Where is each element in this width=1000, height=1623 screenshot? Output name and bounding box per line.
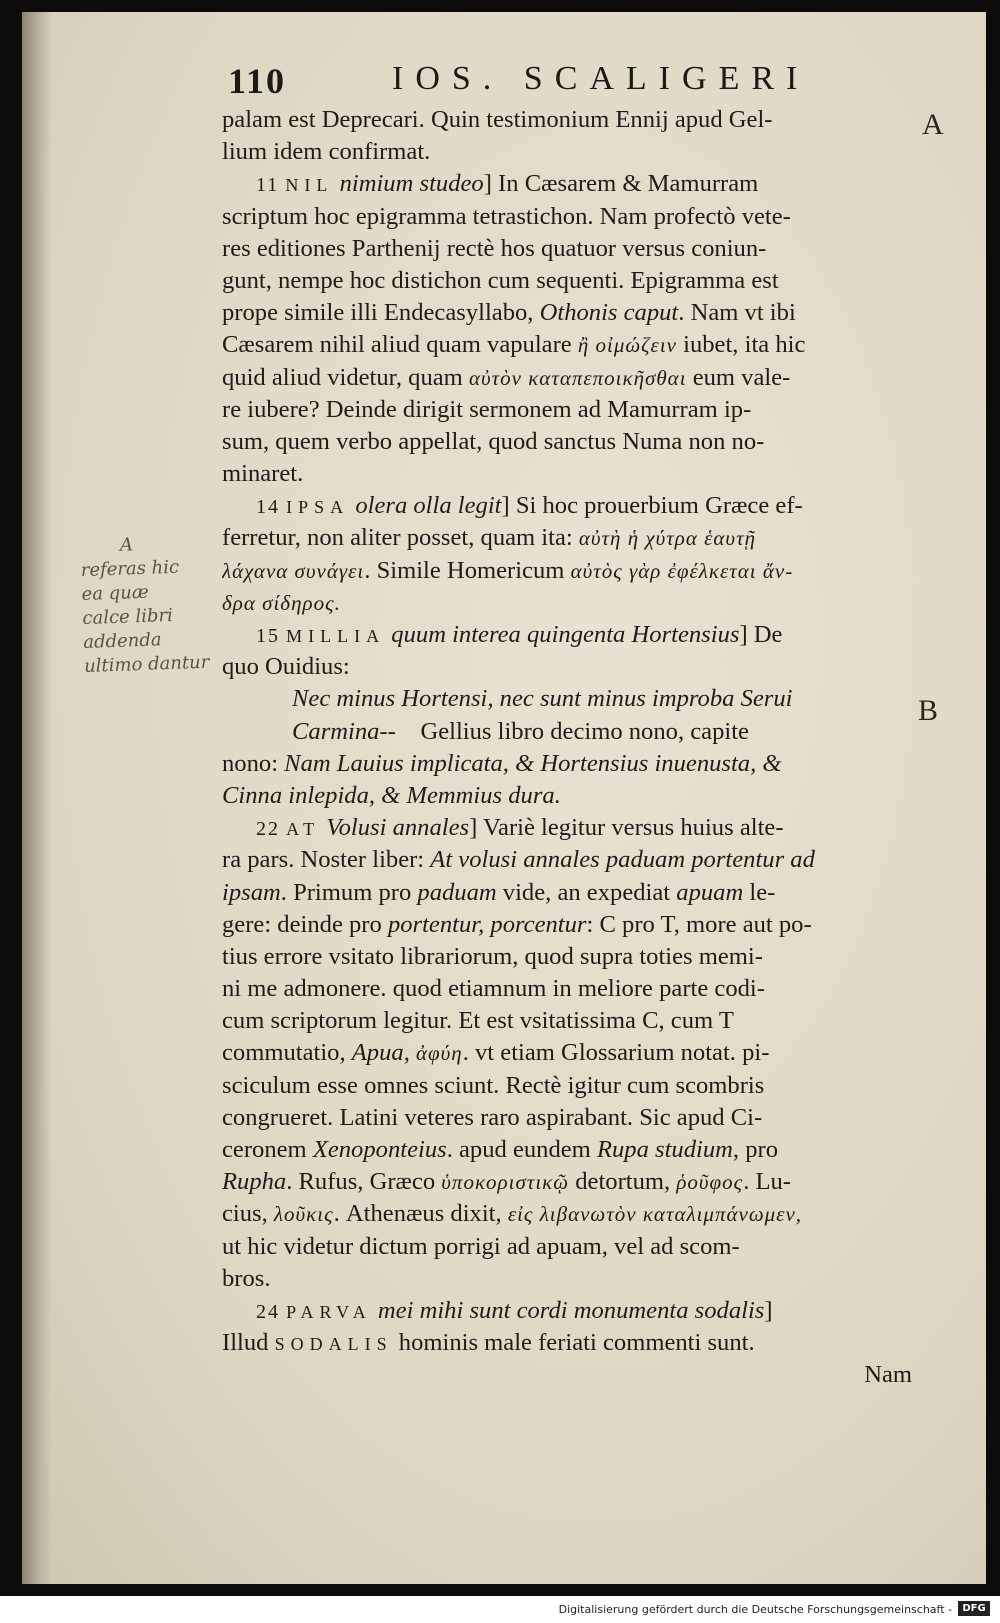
text-line: quo Ouidius:: [222, 653, 350, 681]
lemma-quote: Volusi annales: [326, 814, 470, 842]
side-letter-b: B: [918, 694, 939, 727]
greek-span: ὑποκοριστικῷ: [441, 1170, 570, 1195]
text-line: res editiones Parthenij rectè hos quatuor versus coniun-: [222, 234, 767, 262]
text-line: sciculum esse omnes sciunt. Rectè igitur cum scombris: [222, 1071, 765, 1099]
greek-span: δρα σίδηρος.: [222, 590, 341, 615]
text-line: [222, 1166, 922, 1198]
text-span: ceronem: [222, 1136, 313, 1163]
lemma-number: 24: [256, 1300, 280, 1323]
text-line: lium idem confirmat.: [222, 138, 431, 166]
lemma-rest: ] Si hoc prouerbium Græce ef-: [501, 492, 803, 520]
text-span: , pro: [732, 1136, 778, 1163]
greek-span: λάχανα συνάγει: [222, 558, 365, 583]
lemma-word: MILLIA: [286, 626, 386, 646]
catchword: Nam: [864, 1361, 912, 1389]
page-gutter-shadow: [22, 12, 52, 1584]
italic-span: ipsam: [222, 878, 281, 906]
greek-span: ἢ οἰμώζειν: [577, 333, 677, 358]
text-line: congrueret. Latini veteres raro aspirabant. Sic apud Ci-: [222, 1103, 763, 1131]
text-span: gere: deinde pro: [222, 910, 388, 938]
text-span: ,: [403, 1039, 416, 1067]
side-letter-a: A: [922, 108, 944, 141]
text-span: vide, an expediat: [496, 878, 677, 906]
digitization-footer: [0, 1596, 1000, 1623]
text-span: . Rufus, Græco: [286, 1168, 442, 1196]
lemma-word: AT: [286, 819, 321, 840]
text-span: ra pars. Noster liber:: [222, 846, 431, 874]
text-line: ut hic videtur dictum porrigi ad apuam, vel ad scom-: [222, 1232, 740, 1260]
text-span: . apud eundem: [446, 1136, 597, 1163]
lemma-number: 22: [256, 818, 280, 841]
text-span: Gellius libro decimo nono, capite: [420, 717, 749, 745]
margin-note-line: A: [119, 534, 134, 556]
text-line: gunt, nempe hoc distichon cum sequenti. Epigramma est: [222, 266, 779, 294]
margin-note-line: addenda: [82, 629, 162, 654]
greek-span: αὐτὴ ἡ χύτρα ἑαυτῇ: [578, 526, 757, 551]
text-span: Cæsarem nihil aliud quam vapulare: [222, 331, 578, 359]
text-line: [222, 1327, 922, 1359]
italic-span: Apua: [351, 1039, 404, 1067]
text-line: [222, 329, 922, 361]
text-line: [222, 877, 922, 909]
lemma-number: 14: [256, 496, 280, 519]
text-line: bros.: [222, 1264, 271, 1292]
text-span: . Primum pro: [280, 878, 418, 906]
greek-span: αὐτὸς γὰρ ἐφέλκεται ἄν-: [570, 558, 794, 583]
text-span: prope simile illi Endecasyllabo,: [222, 299, 540, 327]
italic-span: Nam Lauius implicata, & Hortensius inuenusta, &: [284, 749, 782, 777]
commentary-text: [222, 104, 922, 1392]
lemma-line: [222, 168, 922, 200]
running-head-title: IOS. SCALIGERI: [392, 60, 810, 97]
text-span: : C pro T, more aut po-: [586, 910, 812, 938]
greek-span: λοῦκις: [273, 1202, 334, 1227]
text-span: Illud: [222, 1329, 275, 1357]
italic-span: Carmina--: [292, 717, 396, 745]
lemma-line: [222, 812, 922, 844]
text-line: [222, 362, 922, 394]
text-line: Cinna inlepida, & Memmius dura.: [222, 781, 561, 809]
italic-span: Othonis caput: [539, 299, 679, 327]
text-span: cius,: [222, 1200, 274, 1228]
lemma-quote: quum interea quingenta Hortensius: [391, 621, 740, 648]
text-line: ni me admonere. quod etiamnum in meliore parte codi-: [222, 975, 765, 1003]
text-span: . Lu-: [743, 1168, 791, 1196]
text-line: tius errore vsitato librariorum, quod supra toties memi-: [222, 942, 763, 970]
greek-span: ῥοῦφος: [676, 1170, 744, 1195]
page-number: 110: [228, 61, 287, 101]
text-line: [222, 522, 922, 554]
book-page: [22, 12, 986, 1584]
lemma-line: [222, 1295, 922, 1327]
running-header: [222, 60, 962, 110]
lemma-rest: ]: [764, 1296, 773, 1324]
italic-span: portentur, porcentur: [387, 910, 587, 938]
italic-span: At volusi annales paduam portentur ad: [430, 846, 815, 874]
greek-span: αὐτὸν καταπεποικῆσθαι: [468, 365, 687, 390]
verse-line: Nec minus Hortensi, nec sunt minus improba Serui: [292, 685, 793, 713]
text-line: cum scriptorum legitur. Et est vsitatissima C, cum T: [222, 1007, 734, 1035]
text-span: ferretur, non aliter posset, quam ita:: [222, 524, 579, 552]
text-line: [222, 909, 922, 941]
lemma-rest: ] De: [739, 621, 783, 648]
smallcaps-span: SODALIS: [274, 1334, 393, 1355]
lemma-rest: ] In Cæsarem & Mamurram: [483, 170, 759, 198]
italic-span: Rupha: [222, 1168, 287, 1196]
verse-line: [222, 716, 922, 748]
text-line: sum, quem verbo appellat, quod sanctus Numa non no-: [222, 427, 765, 455]
text-line: palam est Deprecari. Quin testimonium Ennij apud Gel-: [222, 106, 773, 133]
text-span: eum vale-: [686, 363, 791, 391]
text-span: . vt etiam Glossarium notat. pi-: [462, 1039, 770, 1067]
text-span: . Simile Homericum: [364, 556, 571, 584]
lemma-quote: nimium studeo: [339, 170, 484, 198]
italic-span: Rupa studium: [596, 1136, 733, 1163]
text-span: iubet, ita hic: [676, 331, 806, 359]
text-line: [222, 1037, 922, 1069]
text-line: minaret.: [222, 460, 304, 488]
text-span: quid aliud videtur, quam: [222, 363, 469, 391]
margin-note-line: ultimo dantur: [83, 651, 210, 678]
lemma-word: IPSA: [286, 497, 350, 518]
italic-span: apuam: [676, 878, 744, 906]
text-span: hominis male feriati commenti sunt.: [392, 1329, 755, 1357]
lemma-quote: mei mihi sunt cordi monumenta sodalis: [377, 1296, 765, 1324]
lemma-number: 15: [256, 625, 280, 647]
margin-note-line: ea quæ: [81, 581, 150, 606]
lemma-line: [222, 619, 922, 651]
footer-credit: Digitalisierung gefördert durch die Deutsche Forschungsgemeinschaft -: [558, 1603, 952, 1616]
greek-span: ἀφύη: [416, 1041, 463, 1066]
text-line: [222, 844, 922, 876]
text-line: re iubere? Deinde dirigit sermonem ad Mamurram ip-: [222, 395, 752, 423]
text-span: le-: [743, 878, 776, 906]
lemma-number: 11: [256, 174, 280, 197]
lemma-rest: ] Variè legitur versus huius alte-: [469, 814, 784, 842]
italic-span: paduam: [417, 878, 497, 906]
lemma-word: NIL: [285, 175, 334, 196]
italic-span: Xenoponteius: [312, 1136, 447, 1163]
text-span: commutatio,: [222, 1039, 352, 1067]
text-span: . Athenæus dixit,: [333, 1200, 508, 1228]
lemma-quote: olera olla legit: [355, 492, 502, 520]
text-line: [222, 1198, 922, 1230]
text-line: scriptum hoc epigramma tetrastichon. Nam profectò vete-: [222, 202, 791, 230]
lemma-word: PARVA: [286, 1301, 372, 1322]
text-span: detortum,: [569, 1168, 677, 1196]
margin-note-line: referas hic: [80, 556, 180, 582]
text-span: . Nam vt ibi: [678, 299, 796, 327]
text-line: [222, 587, 922, 619]
text-line: [222, 297, 922, 329]
lemma-line: [222, 490, 922, 522]
text-line: [222, 748, 922, 780]
text-line: [222, 555, 922, 587]
text-span: nono:: [222, 749, 285, 777]
margin-note-line: calce libri: [82, 604, 174, 630]
dfg-logo-icon: DFG: [958, 1601, 990, 1616]
text-line: [222, 1134, 922, 1166]
greek-span: εἰς λιβανωτὸν καταλιμπάνωμεν,: [507, 1202, 803, 1227]
